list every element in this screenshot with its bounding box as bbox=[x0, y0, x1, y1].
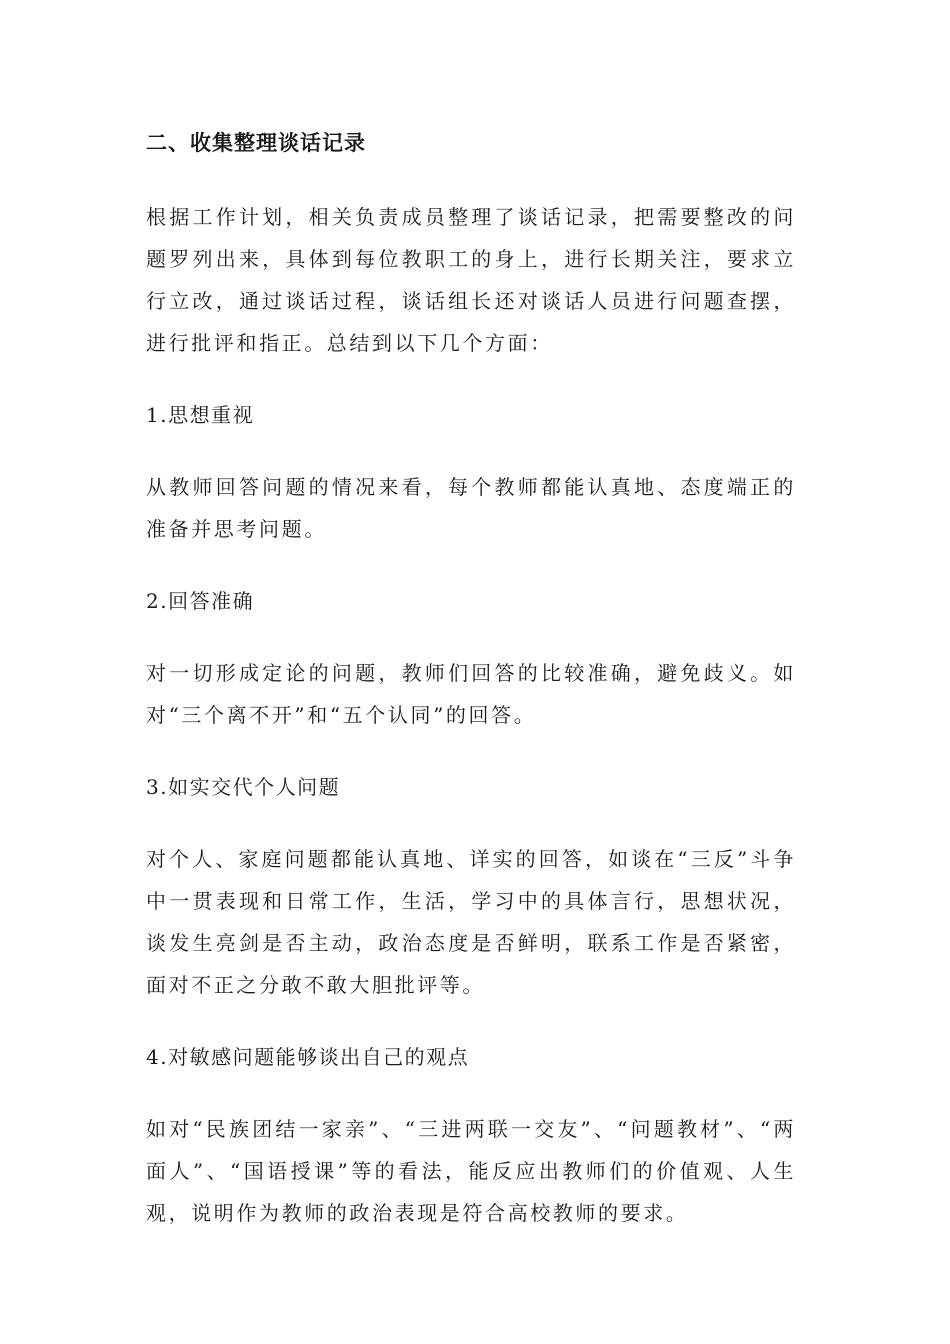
subsection-title-4: 4.对敏感问题能够谈出自己的观点 bbox=[146, 1045, 470, 1069]
subsection-body-2: 对一切形成定论的问题，教师们回答的比较准确，避免歧义。如对“三个离不开”和“五个认同”的回答。 bbox=[146, 661, 796, 727]
subsection-body-3: 对个人、家庭问题都能认真地、详实的回答，如谈在“三反”斗争中一贯表现和日常工作，生活，学习中的具体言行，思想状况，谈发生亮剑是否主动，政治态度是否鲜明，联系工作是否紧密，面对不正之分敢不敢大胆批评等。 bbox=[146, 847, 796, 997]
subsection-body-4: 如对“民族团结一家亲”、“三进两联一交友”、“问题教材”、“两面人”、“国语授课”等的看法，能反应出教师们的价值观、人生观，说明作为教师的政治表现是符合高校教师的要求。 bbox=[146, 1117, 796, 1225]
subsection-title-2: 2.回答准确 bbox=[146, 589, 255, 613]
subsection-title-1: 1.思想重视 bbox=[146, 403, 255, 427]
intro-paragraph: 根据工作计划，相关负责成员整理了谈话记录，把需要整改的问题罗列出来，具体到每位教职工的身上，进行长期关注，要求立行立改，通过谈话过程，谈话组长还对谈话人员进行问题查摆，进行批评和指正。总结到以下几个方面： bbox=[146, 205, 796, 355]
subsection-body-1: 从教师回答问题的情况来看，每个教师都能认真地、态度端正的准备并思考问题。 bbox=[146, 475, 796, 541]
subsection-title-3: 3.如实交代个人问题 bbox=[146, 775, 341, 799]
document-body bbox=[146, 124, 796, 1264]
section-heading: 二、收集整理谈话记录 bbox=[146, 131, 366, 155]
